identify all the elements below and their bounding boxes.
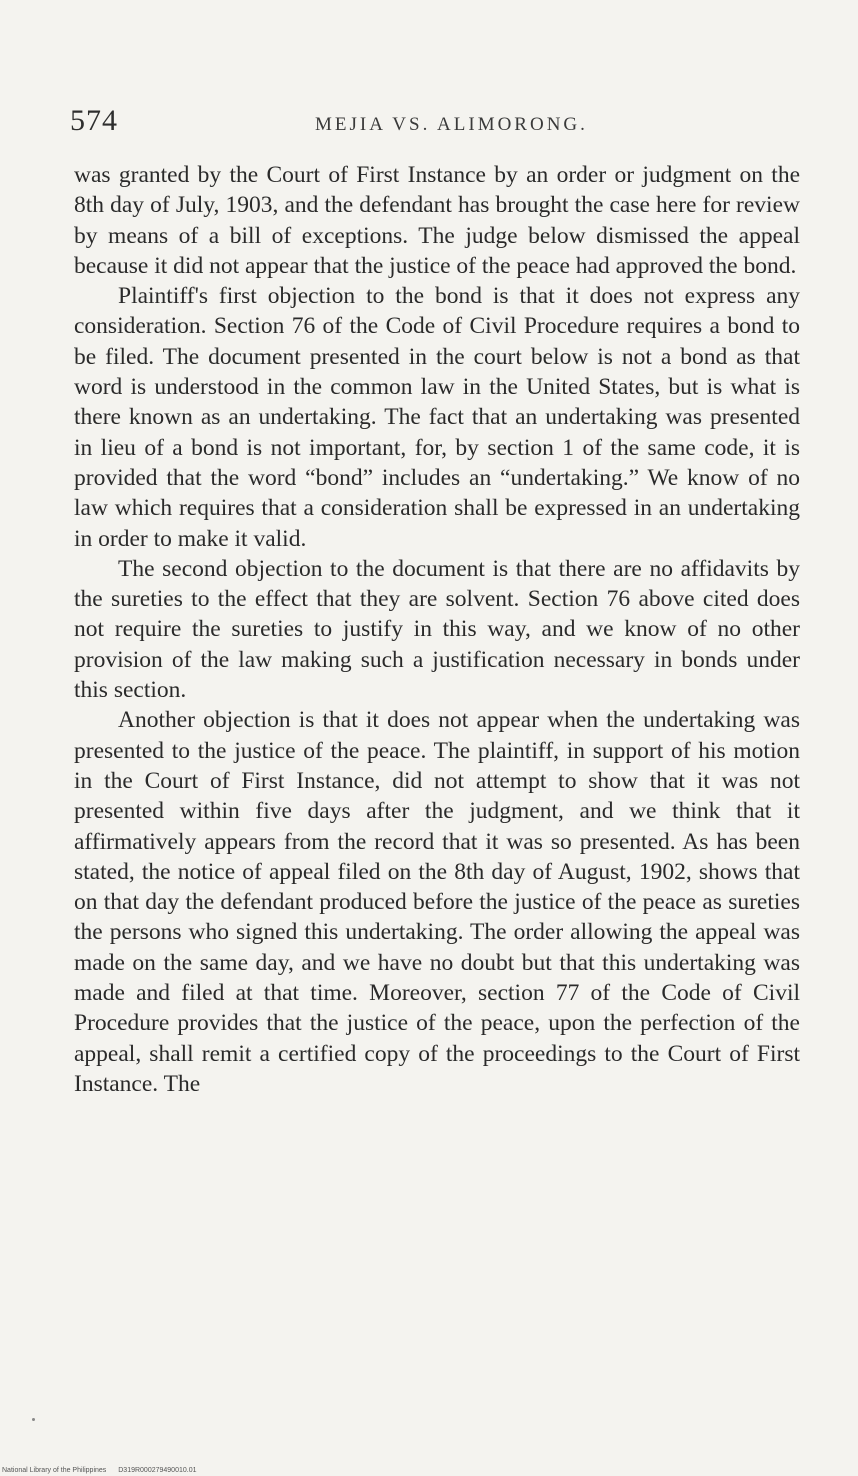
- page-header: [70, 104, 794, 144]
- scan-source: National Library of the Philippines: [2, 1467, 107, 1474]
- body-text: [74, 160, 800, 1099]
- paragraph-second-objection: The second objection to the document is that there are no affidavits by the sureties to the effect that they are solvent. Section 76 above cited does not require the sureties to justify in this way, and we know of no other provision of the law making such a justification necessary in bonds under this section.: [74, 555, 800, 704]
- paragraph-continuation: was granted by the Court of First Instance by an order or judgment on the 8th day of July, 1903, and the defendant has brought the case here for review by means of a bill of exceptions. The judge below dismissed the appeal because it did not appear that the justice of the peace had approved the bond.: [74, 162, 800, 279]
- scan-identifier: D319R000279490010.01: [118, 1467, 197, 1474]
- scan-credit: [2, 1467, 207, 1474]
- paragraph-another-objection: Another objection is that it does not appear when the undertaking was presented to the justice of the peace. The plaintiff, in support of his motion in the Court of First Instance, did not attempt to show that it was not presented within five days after the judgment, and we think that it affirmatively appears from the record that it was so presented. As has been stated, the notice of appeal filed on the 8th day of August, 1902, shows that on that day the defendant produced before the justice of the peace as sureties the persons who signed this undertaking. The order allowing the appeal was made on the same day, and we have no doubt but that this undertaking was made and filed at that time. Moreover, section 77 of the Code of Civil Procedure provides that the justice of the peace, upon the perfection of the appeal, shall remit a certified copy of the proceedings to the Court of First Instance. The: [74, 707, 800, 1097]
- scan-speck: [32, 1418, 35, 1421]
- page-number: 574: [70, 104, 118, 137]
- paragraph-first-objection: Plaintiff's first objection to the bond is that it does not express any consideration. Section 76 of the Code of Civil Procedure requires a bond to be filed. The document presented in the court below is not a bond as that word is understood in the common law in the United States, but is what is there known as an undertaking. The fact that an undertaking was presented in lieu of a bond is not important, for, by section 1 of the same code, it is provided that the word “bond” includes an “undertaking.” We know of no law which requires that a consideration shall be expressed in an undertaking in order to make it valid.: [74, 283, 800, 552]
- running-title: MEJIA VS. ALIMORONG.: [315, 114, 588, 135]
